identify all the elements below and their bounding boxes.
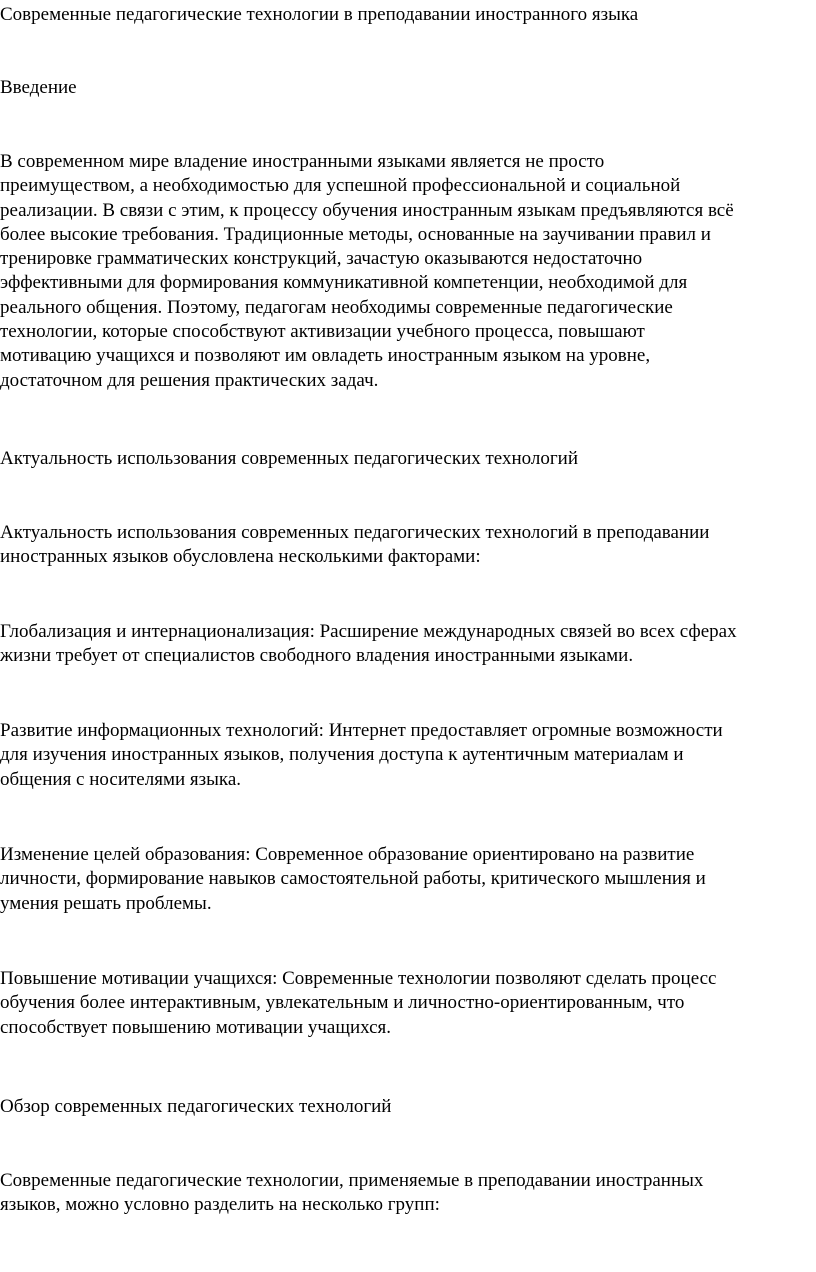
paragraph-line: Актуальность использования современных педагогических технологий в преподавании [0,522,710,543]
paragraph-line: способствует повышению мотивации учащихся. [0,1016,392,1038]
relevance-heading-text: Актуальность использования современных педагогических технологий [0,448,579,469]
paragraph-line: эффективными для формирования коммуникативной компетенции, необходимой для [0,272,688,294]
document-title [0,3,816,27]
paragraph-line: для изучения иностранных языков, получения доступа к аутентичным материалам и [0,744,684,766]
paragraph-line: технологии, которые способствуют активизации учебного процесса, повышают [0,321,645,343]
overview-heading [0,1095,816,1119]
paragraph-line: Повышение мотивации учащихся: Современные технологии позволяют сделать процесс [0,968,717,989]
paragraph-line: общения с носителями языка. [0,768,242,790]
paragraph-line: иностранных языков обусловлена несколькими факторами: [0,546,481,568]
paragraph-line: Современные педагогические технологии, применяемые в преподавании иностранных [0,1170,704,1191]
paragraph-line: умения решать проблемы. [0,892,212,914]
paragraph-line: Изменение целей образования: Современное образование ориентировано на развитие [0,844,695,865]
factor-motivation [0,967,816,1040]
intro-paragraph [0,150,816,393]
paragraph-line: мотивацию учащихся и позволяют им овладеть иностранным языком на уровне, [0,345,651,367]
paragraph-line: тренировке грамматических конструкций, зачастую оказываются недостаточно [0,248,643,270]
factor-globalization [0,620,816,669]
overview-heading-text: Обзор современных педагогических технологий [0,1096,392,1117]
relevance-paragraph [0,521,816,570]
paragraph-line: личности, формирование навыков самостоятельной работы, критического мышления и [0,868,706,890]
paragraph-line: обучения более интерактивным, увлекательным и личностно-ориентированным, что [0,992,685,1014]
paragraph-line: жизни требует от специалистов свободного владения иностранными языками. [0,645,634,667]
paragraph-line: В современном мире владение иностранными языками является не просто [0,151,605,172]
paragraph-line: реального общения. Поэтому, педагогам необходимы современные педагогические [0,296,673,318]
paragraph-line: реализации. В связи с этим, к процессу обучения иностранным языкам предъявляются всё [0,199,734,221]
paragraph-line: преимуществом, а необходимостью для успешной профессиональной и социальной [0,175,681,197]
intro-heading-text: Введение [0,77,77,98]
overview-paragraph [0,1169,816,1218]
paragraph-line: более высокие требования. Традиционные методы, основанные на заучивании правил и [0,223,711,245]
paragraph-line: достаточном для решения практических задач. [0,369,379,391]
factor-information-technology [0,719,816,792]
factor-education-goals [0,843,816,916]
paragraph-line: языков, можно условно разделить на несколько групп: [0,1194,440,1216]
intro-heading [0,76,816,100]
relevance-heading [0,447,816,471]
document-title-text: Современные педагогические технологии в преподавании иностранного языка [0,4,639,25]
paragraph-line: Глобализация и интернационализация: Расширение международных связей во всех сферах [0,621,737,642]
paragraph-line: Развитие информационных технологий: Интернет предоставляет огромные возможности [0,720,723,741]
